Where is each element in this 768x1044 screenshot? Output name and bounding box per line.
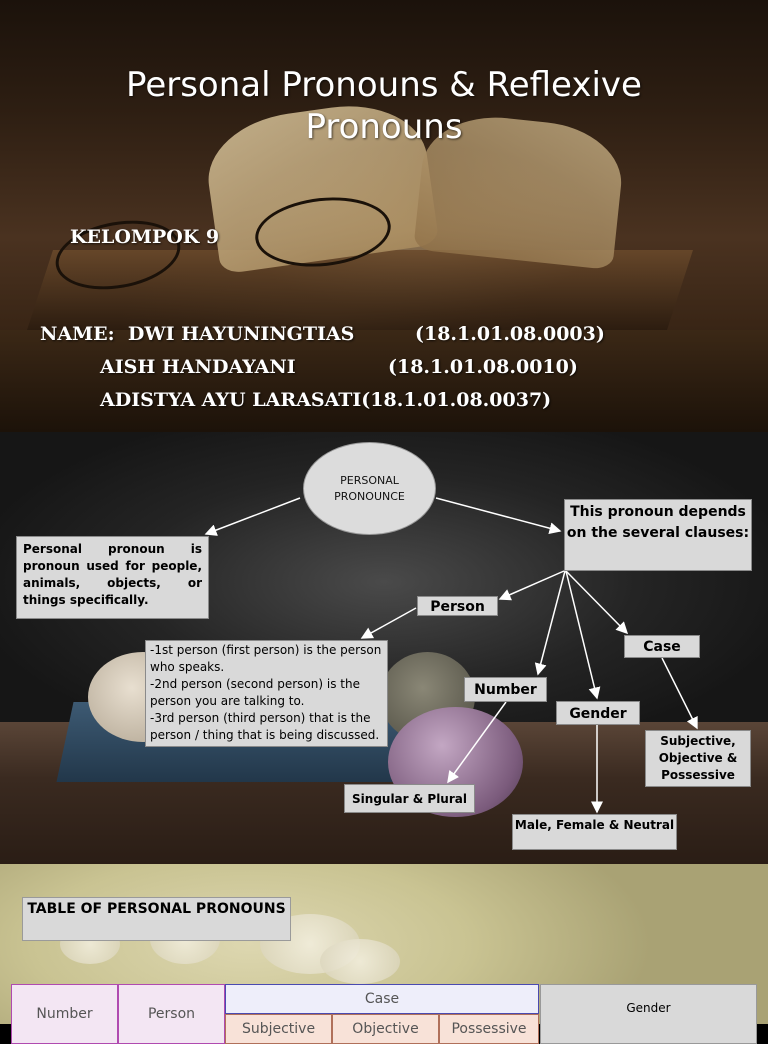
number-description: Singular & Plural [344,784,475,813]
personal-pronounce-label: PERSONAL PRONOUNCE [334,473,405,503]
header-possessive: Possessive [439,1014,539,1044]
gender-description: Male, Female & Neutral [512,814,677,850]
gender-node: Gender [556,701,640,725]
person-node: Person [417,596,498,616]
person-description [145,640,388,747]
member-1-name: NAME: DWI HAYUNINGTIAS [40,323,355,345]
second-person-text: -2nd person (second person) is the person you are talking to. [150,677,360,708]
title-slide [0,0,768,432]
third-person-text: -3rd person (third person) that is the person / thing that is being discussed. [150,711,380,742]
arrow-to-person-desc [362,608,416,638]
arrow-to-gender [566,571,597,698]
arrow-to-number-desc [448,702,506,782]
arrow-to-depends [436,498,560,531]
personal-pronoun-diagram-slide [0,432,768,864]
header-gender: Gender [540,984,757,1044]
arrow-to-definition [206,498,300,534]
table-title: TABLE OF PERSONAL PRONOUNS [22,897,291,941]
arrow-to-case [566,571,627,633]
first-person-text: -1st person (first person) is the person who speaks. [150,643,382,674]
arrow-to-case-desc [662,658,697,728]
header-case: Case [225,984,539,1014]
personal-pronounce-node [303,442,436,535]
member-3-name: ADISTYA AYU LARASATI(18.1.01.08.0037) [100,389,552,411]
member-2-id: (18.1.01.08.0010) [388,356,578,378]
arrow-to-person [500,571,564,599]
header-person: Person [118,984,225,1044]
flower-decoration [320,939,400,984]
case-node: Case [624,635,700,658]
wooden-table [0,330,768,432]
header-subjective: Subjective [225,1014,332,1044]
header-objective: Objective [332,1014,439,1044]
case-description: Subjective, Objective & Possessive [645,730,751,787]
group-name: KELOMPOK 9 [70,226,220,248]
pronoun-table-slide [0,864,768,1037]
number-node: Number [464,677,547,702]
definition-box: Personal pronoun is pronoun used for people, animals, objects, or things specifically. [16,536,209,619]
slide-title: Personal Pronouns & Reflexive Pronouns [126,65,642,147]
depends-box: This pronoun depends on the several clauses: [564,499,752,571]
header-number: Number [11,984,118,1044]
member-2-name: AISH HANDAYANI [100,356,296,378]
arrow-to-number [538,571,565,674]
member-1-id: (18.1.01.08.0003) [415,323,605,345]
